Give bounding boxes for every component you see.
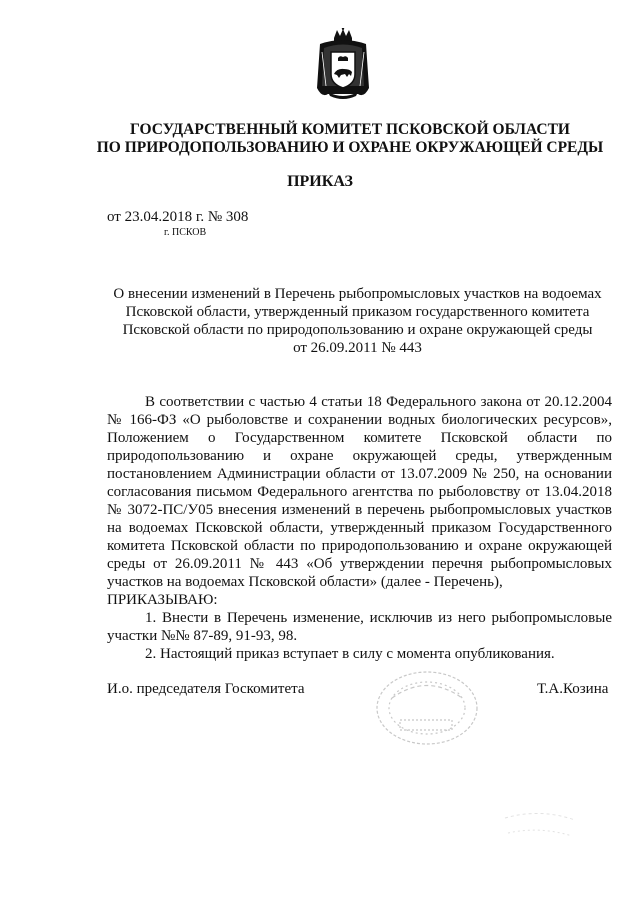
organization-name-line-2: ПО ПРИРОДОПОЛЬЗОВАНИЮ И ОХРАНЕ ОКРУЖАЮЩЕЙ СРЕДЫ — [96, 139, 604, 156]
order-city: г. ПСКОВ — [164, 227, 207, 238]
official-stamp-icon — [372, 668, 482, 748]
order-subject-line-3: Псковской области по природопользованию и охране окружающей среды — [122, 322, 593, 338]
order-item-1: 1. Внести в Перечень изменение, исключив из него рыбопромысловые участки №№ 87-89, 91-93, 98. — [107, 610, 612, 644]
organization-name-line-1: ГОСУДАРСТВЕННЫЙ КОМИТЕТ ПСКОВСКОЙ ОБЛАСТИ — [129, 121, 570, 138]
order-subject-line-2: Псковской области, утвержденный приказом государственного комитета — [125, 304, 590, 320]
order-item-2: 2. Настоящий приказ вступает в силу с момента опубликования. — [145, 646, 555, 662]
pskov-coat-of-arms-icon — [314, 28, 372, 102]
organization-name — [60, 121, 640, 157]
document-type-title: ПРИКАЗ — [287, 173, 353, 190]
order-date-number: от 23.04.2018 г. № 308 — [107, 209, 249, 225]
signatory-name: Т.А.Козина — [537, 681, 609, 697]
order-subject-line-1: О внесении изменений в Перечень рыбопромысловых участков на водоемах — [113, 286, 602, 302]
order-body — [107, 393, 612, 663]
order-preamble: В соответствии с частью 4 статьи 18 Федерального закона от 20.12.2004 № 166-ФЗ «О рыболовстве и сохранении водных биологических ресурсов», Положением о Государственном комитете Псковской области по природопользованию и охране окружающей среды, утвержденным постановлением Администрации области от 13.07.2009 № 250, на основании согласования письмом Федерального агентства по рыболовству от 13.04.2018 № 3072-ПС/У05 внесения изменений в перечень рыбопромысловых участков на водоемах Псковской области, утвержденный приказом Государственного комитета Псковской области по природопользованию и охране окружающей среды от 26.09.2011 № 443 «Об утверждении перечня рыбопромысловых участков на водоемах Псковской области» (далее - Перечень), — [107, 394, 612, 590]
order-subject-line-4: от 26.09.2011 № 443 — [293, 340, 422, 356]
order-directive-word: ПРИКАЗЫВАЮ: — [107, 592, 218, 608]
signatory-position: И.о. председателя Госкомитета — [107, 681, 305, 697]
stamp-mark-icon — [500, 808, 580, 848]
order-subject — [90, 285, 625, 357]
